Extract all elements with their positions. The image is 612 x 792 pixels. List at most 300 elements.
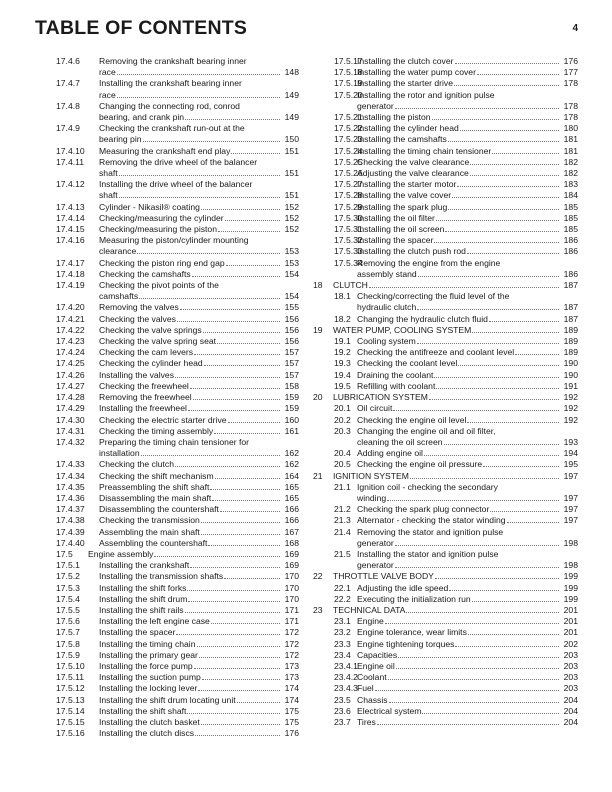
toc-entry-page: 204 <box>563 694 578 705</box>
toc-entry-number: 17.4.9 <box>56 123 80 134</box>
toc-entry[interactable] <box>56 616 299 627</box>
toc-entry-number: 17.4.19 <box>56 280 85 291</box>
toc-entry-title: Removing the freewheel <box>99 392 192 403</box>
toc-entry-title: Installing the cylinder head <box>357 123 459 134</box>
toc-entry-title: Checking the coolant level <box>357 358 458 369</box>
toc-entry[interactable] <box>56 471 299 482</box>
toc-entry-page: 172 <box>284 649 299 660</box>
toc-entry-title: Installing the oil screen <box>357 224 445 235</box>
toc-entry-number: 18.2 <box>334 313 351 324</box>
dot-leader <box>395 545 559 546</box>
dot-leader <box>377 724 559 725</box>
toc-entry[interactable] <box>56 415 299 426</box>
toc-entry-title: Checking the antifreeze and coolant level <box>357 347 515 358</box>
toc-entry-page: 156 <box>284 324 299 335</box>
dot-leader <box>396 668 559 669</box>
toc-entry-number: 23.5 <box>334 694 351 705</box>
toc-entry[interactable] <box>313 123 578 134</box>
toc-entry[interactable] <box>56 482 299 493</box>
dot-leader <box>467 253 559 254</box>
toc-entry[interactable] <box>313 190 578 201</box>
toc-entry-title: Removing the drive wheel of the balancer <box>99 156 258 167</box>
toc-entry-number: 20 <box>313 392 323 403</box>
toc-entry-title: Removing the engine from the engine <box>357 257 501 268</box>
toc-entry-title: Installing the crankshaft bearing inner <box>99 78 242 89</box>
toc-entry[interactable] <box>56 336 299 347</box>
toc-entry[interactable] <box>313 471 578 482</box>
toc-entry-title: Installing the clutch cover <box>357 56 454 66</box>
toc-entry[interactable] <box>56 627 299 638</box>
toc-entry[interactable] <box>313 213 578 224</box>
toc-entry-page: 189 <box>563 336 578 347</box>
toc-entry-page: 170 <box>284 571 299 582</box>
toc-entry[interactable] <box>313 235 578 246</box>
toc-entry-number: 19.5 <box>334 380 351 391</box>
toc-entry[interactable] <box>56 639 299 650</box>
toc-entry[interactable] <box>313 202 578 213</box>
dot-leader <box>119 175 280 176</box>
dot-leader <box>228 422 280 423</box>
toc-entry[interactable] <box>313 605 578 616</box>
toc-entry[interactable] <box>56 358 299 369</box>
toc-entry[interactable] <box>313 717 578 728</box>
toc-entry-page: 186 <box>563 235 578 246</box>
toc-entry-title: Checking the electric starter drive <box>99 414 227 425</box>
dot-leader <box>477 74 559 75</box>
toc-entry[interactable] <box>56 370 299 381</box>
toc-entry-title-continued: assembly stand <box>357 268 417 279</box>
toc-entry[interactable] <box>56 560 299 571</box>
toc-entry-title: LUBRICATION SYSTEM <box>333 392 428 403</box>
toc-entry[interactable] <box>56 695 299 706</box>
toc-entry[interactable] <box>313 616 578 627</box>
toc-entry[interactable] <box>56 437 299 459</box>
toc-entry-title: Installing the shift drum locating unit <box>99 694 236 705</box>
toc-entry-title: Assembling the main shaft <box>99 526 200 537</box>
toc-entry-title: Installing the starter motor <box>357 179 457 190</box>
toc-entry[interactable] <box>313 179 578 190</box>
toc-entry[interactable] <box>56 728 299 739</box>
toc-entry[interactable] <box>313 258 578 280</box>
toc-entry-number: 17.4.32 <box>56 436 85 447</box>
dot-leader <box>119 197 280 198</box>
toc-entry[interactable] <box>313 146 578 157</box>
toc-entry-page: 190 <box>563 358 578 369</box>
toc-entry-page: 192 <box>563 414 578 425</box>
toc-entry[interactable] <box>56 146 299 157</box>
toc-entry-title: Checking/measuring the cylinder <box>99 212 224 223</box>
toc-entry-title: Installing the clutch push rod <box>357 246 466 257</box>
dot-leader <box>231 153 280 154</box>
dot-leader <box>398 657 559 658</box>
toc-entry-title: Checking/correcting the fluid level of the <box>357 291 510 302</box>
dot-leader <box>143 141 280 142</box>
toc-entry[interactable] <box>56 224 299 235</box>
toc-entry[interactable] <box>313 706 578 717</box>
toc-entry-page: 176 <box>563 56 578 66</box>
dot-leader <box>201 534 280 535</box>
toc-entry-page: 181 <box>563 145 578 156</box>
toc-entry-title: Capacities <box>357 649 398 660</box>
toc-entry-title: Checking the shift mechanism <box>99 470 214 481</box>
toc-entry-page: 151 <box>284 190 299 201</box>
toc-entry-number: 17.4.30 <box>56 414 85 425</box>
toc-entry-title: Engine assembly <box>88 548 154 559</box>
toc-entry[interactable] <box>56 571 299 582</box>
toc-entry-page: 162 <box>284 459 299 470</box>
toc-entry-number: 23.4.2 <box>334 672 358 683</box>
dot-leader <box>204 365 280 366</box>
toc-entry-number: 17.5.32 <box>334 235 363 246</box>
toc-entry-title: IGNITION SYSTEM <box>333 470 409 481</box>
toc-entry-number: 17.4.38 <box>56 515 85 526</box>
toc-entry[interactable] <box>56 302 299 313</box>
page-number: 4 <box>572 23 578 34</box>
toc-entry[interactable] <box>313 695 578 706</box>
dot-leader <box>187 590 280 591</box>
toc-entry-title: TECHNICAL DATA <box>333 604 406 615</box>
toc-entry-title-continued: bearing pin <box>99 134 142 145</box>
toc-entry[interactable] <box>56 235 299 257</box>
toc-entry-number: 23 <box>313 604 323 615</box>
toc-entry-page: 204 <box>563 716 578 727</box>
toc-entry[interactable] <box>313 336 578 347</box>
toc-entry[interactable] <box>56 672 299 683</box>
toc-entry[interactable] <box>313 381 578 392</box>
toc-entry[interactable] <box>313 415 578 426</box>
dot-leader <box>117 97 280 98</box>
toc-entry-number: 21 <box>313 470 323 481</box>
toc-entry[interactable] <box>313 246 578 257</box>
toc-entry-number: 17.5.13 <box>56 694 85 705</box>
toc-entry-title: Checking the freewheel <box>99 380 189 391</box>
dot-leader <box>210 489 280 490</box>
toc-entry[interactable] <box>313 370 578 381</box>
toc-entry-number: 19.4 <box>334 369 351 380</box>
toc-entry[interactable] <box>313 314 578 325</box>
toc-entry-number: 19.2 <box>334 347 351 358</box>
toc-entry-number: 17.5.15 <box>56 716 85 727</box>
toc-entry-number: 17.4.39 <box>56 526 85 537</box>
toc-entry-page: 154 <box>284 291 299 302</box>
toc-entry[interactable] <box>56 504 299 515</box>
toc-entry-page: 185 <box>563 212 578 223</box>
toc-entry[interactable] <box>56 269 299 280</box>
toc-entry-page: 185 <box>563 224 578 235</box>
toc-entry-number: 23.4.1 <box>334 660 358 671</box>
toc-entry-page: 149 <box>284 89 299 100</box>
toc-entry-title: Engine tolerance, wear limits <box>357 627 467 638</box>
toc-entry-number: 17.5.9 <box>56 649 80 660</box>
toc-entry-title: Installing the starter drive <box>357 78 454 89</box>
toc-entry-page: 203 <box>563 672 578 683</box>
toc-entry-title: Installing the force pump <box>99 660 193 671</box>
toc-entry-title: Checking the timing assembly <box>99 425 214 436</box>
toc-entry[interactable] <box>56 56 299 78</box>
toc-entry[interactable] <box>313 392 578 403</box>
toc-entry-number: 22.2 <box>334 593 351 604</box>
toc-entry[interactable] <box>56 78 299 100</box>
toc-entry-number: 17.4.37 <box>56 504 85 515</box>
toc-entry[interactable] <box>56 650 299 661</box>
toc-entry-number: 17.5.6 <box>56 616 80 627</box>
toc-entry[interactable] <box>313 224 578 235</box>
dot-leader <box>395 567 559 568</box>
toc-entry-number: 17.4.40 <box>56 537 85 548</box>
toc-entry-number: 20.1 <box>334 403 351 414</box>
toc-entry-page: 169 <box>284 548 299 559</box>
toc-left-column <box>56 56 299 739</box>
toc-entry-number: 22 <box>313 571 323 582</box>
toc-entry[interactable] <box>313 426 578 448</box>
toc-entry[interactable] <box>56 661 299 672</box>
toc-entry-title: Installing the spark plug <box>357 201 448 212</box>
toc-entry[interactable] <box>56 258 299 269</box>
toc-entry-number: 18.1 <box>334 291 351 302</box>
toc-entry[interactable] <box>313 134 578 145</box>
toc-entry[interactable] <box>313 594 578 605</box>
dot-leader <box>448 209 559 210</box>
dot-leader <box>194 354 280 355</box>
dot-leader <box>185 612 280 613</box>
toc-entry[interactable] <box>56 683 299 694</box>
toc-entry-title: Installing the shift forks <box>99 582 187 593</box>
dot-leader <box>429 399 559 400</box>
toc-entry-number: 17.4.14 <box>56 212 85 223</box>
toc-entry-title: Installing the oil filter <box>357 212 435 223</box>
toc-entry-page: 157 <box>284 347 299 358</box>
dot-leader <box>202 679 280 680</box>
toc-entry[interactable] <box>313 78 578 89</box>
toc-entry[interactable] <box>313 504 578 515</box>
toc-entry[interactable] <box>313 325 578 336</box>
toc-entry-title: Checking the pivot points of the <box>99 280 219 291</box>
dot-leader <box>212 500 280 501</box>
toc-entry-number: 23.1 <box>334 616 351 627</box>
toc-entry[interactable] <box>313 56 578 67</box>
dot-leader <box>389 702 559 703</box>
toc-entry[interactable] <box>313 358 578 369</box>
toc-entry[interactable] <box>56 706 299 717</box>
toc-entry[interactable] <box>313 157 578 168</box>
toc-entry[interactable] <box>56 717 299 728</box>
toc-entry[interactable] <box>56 403 299 414</box>
toc-entry[interactable] <box>56 426 299 437</box>
toc-entry-page: 178 <box>563 100 578 111</box>
toc-entry-number: 17.5.19 <box>334 78 363 89</box>
toc-entry-number: 17.4.17 <box>56 257 85 268</box>
toc-entry-title-continued: clearance <box>99 246 137 257</box>
toc-entry[interactable] <box>313 403 578 414</box>
toc-entry[interactable] <box>313 661 578 672</box>
toc-entry-page: 153 <box>284 246 299 257</box>
toc-entry-page: 148 <box>284 67 299 78</box>
toc-entry[interactable] <box>56 280 299 302</box>
toc-entry[interactable] <box>56 515 299 526</box>
toc-entry-number: 17.4.33 <box>56 459 85 470</box>
toc-entry-page: 157 <box>284 358 299 369</box>
toc-entry[interactable] <box>313 280 578 291</box>
toc-entry[interactable] <box>313 515 578 526</box>
toc-entry-number: 17.5.5 <box>56 604 80 615</box>
toc-entry-title-continued: shaft <box>99 190 118 201</box>
toc-entry[interactable] <box>313 527 578 549</box>
toc-entry[interactable] <box>56 493 299 504</box>
dot-leader <box>388 679 559 680</box>
dot-leader <box>455 63 560 64</box>
dot-leader <box>214 433 280 434</box>
toc-entry-number: 20.2 <box>334 414 351 425</box>
toc-entry[interactable] <box>313 549 578 571</box>
toc-entry-number: 17.4.21 <box>56 313 85 324</box>
dot-leader <box>424 455 559 456</box>
dot-leader <box>201 209 280 210</box>
toc-entry[interactable] <box>313 347 578 358</box>
toc-entry-number: 17.5.3 <box>56 582 80 593</box>
toc-entry-title: Checking the valve clearance <box>357 156 470 167</box>
toc-entry[interactable] <box>313 627 578 638</box>
dot-leader <box>490 511 559 512</box>
toc-entry[interactable] <box>56 583 299 594</box>
toc-entry[interactable] <box>56 594 299 605</box>
toc-entry[interactable] <box>56 538 299 549</box>
toc-entry-number: 17.5.21 <box>334 112 363 123</box>
toc-entry-page: 151 <box>284 145 299 156</box>
toc-entry-title: Installing the rotor and ignition pulse <box>357 89 495 100</box>
toc-entry-page: 198 <box>563 560 578 571</box>
toc-entry-title-continued: generator <box>357 537 394 548</box>
toc-entry[interactable] <box>56 347 299 358</box>
toc-entry-page: 159 <box>284 392 299 403</box>
toc-entry-number: 21.4 <box>334 526 351 537</box>
dot-leader <box>515 354 559 355</box>
toc-entry-page: 203 <box>563 660 578 671</box>
dot-leader <box>422 713 559 714</box>
dot-leader <box>226 265 280 266</box>
toc-entry-page: 171 <box>284 604 299 615</box>
toc-entry-title: Installing the crankshaft <box>99 560 190 571</box>
toc-entry-title: Adjusting the valve clearance <box>357 168 469 179</box>
toc-entry[interactable] <box>56 179 299 201</box>
toc-entry-page: 202 <box>563 638 578 649</box>
toc-entry-page: 195 <box>563 459 578 470</box>
toc-entry[interactable] <box>56 325 299 336</box>
toc-entry-page: 183 <box>563 179 578 190</box>
toc-entry-page: 203 <box>563 683 578 694</box>
toc-entry-title: THROTTLE VALVE BODY <box>333 571 434 582</box>
toc-entry-number: 17.4.36 <box>56 492 85 503</box>
toc-entry-title: Preparing the timing chain tensioner for <box>99 436 249 447</box>
toc-entry[interactable] <box>56 101 299 123</box>
toc-entry-page: 197 <box>563 470 578 481</box>
toc-entry[interactable] <box>56 605 299 616</box>
dot-leader <box>201 522 280 523</box>
toc-entry-number: 17.5.26 <box>334 168 363 179</box>
toc-entry-title-continued: winding <box>357 492 387 503</box>
toc-entry-page: 203 <box>563 649 578 660</box>
toc-entry[interactable] <box>313 583 578 594</box>
toc-entry[interactable] <box>56 202 299 213</box>
toc-entry[interactable] <box>313 67 578 78</box>
toc-entry[interactable] <box>313 482 578 504</box>
toc-entry-title: Checking the engine oil level <box>357 414 467 425</box>
dot-leader <box>199 657 280 658</box>
toc-entry-page: 170 <box>284 582 299 593</box>
toc-entry-page: 204 <box>563 705 578 716</box>
toc-entry-page: 199 <box>563 582 578 593</box>
toc-entry-page: 187 <box>563 302 578 313</box>
toc-entry[interactable] <box>56 213 299 224</box>
toc-entry-number: 17.5.30 <box>334 212 363 223</box>
toc-entry-title: Engine tightening torques <box>357 638 455 649</box>
toc-entry-number: 17.5.27 <box>334 179 363 190</box>
toc-entry[interactable] <box>56 314 299 325</box>
toc-entry-number: 17.4.29 <box>56 403 85 414</box>
toc-entry[interactable] <box>56 527 299 538</box>
toc-entry-title: Installing the stator and ignition pulse <box>357 548 499 559</box>
toc-entry-page: 178 <box>563 78 578 89</box>
toc-entry-page: 186 <box>563 246 578 257</box>
toc-entry-title: Chassis <box>357 694 388 705</box>
toc-entry[interactable] <box>56 459 299 470</box>
toc-entry-number: 19.3 <box>334 358 351 369</box>
toc-entry-title: Draining the coolant <box>357 369 434 380</box>
toc-entry[interactable] <box>56 392 299 403</box>
toc-entry[interactable] <box>56 549 299 560</box>
toc-entry-page: 166 <box>284 504 299 515</box>
dot-leader <box>369 287 559 288</box>
toc-entry-title: Removing the stator and ignition pulse <box>357 526 504 537</box>
toc-entry-number: 17.5.14 <box>56 705 85 716</box>
toc-entry-page: 174 <box>284 694 299 705</box>
toc-entry[interactable] <box>56 381 299 392</box>
toc-entry[interactable] <box>313 90 578 112</box>
toc-entry-page: 201 <box>563 604 578 615</box>
toc-entry-page: 187 <box>563 313 578 324</box>
dot-leader <box>180 309 280 310</box>
toc-entry-number: 23.4.3 <box>334 683 358 694</box>
dot-leader <box>455 646 559 647</box>
toc-entry-title: Engine oil <box>357 660 395 671</box>
toc-entry-page: 152 <box>284 201 299 212</box>
toc-entry-number: 17.5.33 <box>334 246 363 257</box>
toc-entry[interactable] <box>313 112 578 123</box>
toc-entry-number: 17.5.10 <box>56 660 85 671</box>
toc-entry-page: 201 <box>563 627 578 638</box>
toc-entry[interactable] <box>313 571 578 582</box>
toc-entry-number: 17.5.29 <box>334 201 363 212</box>
toc-entry[interactable] <box>56 157 299 179</box>
toc-entry[interactable] <box>313 291 578 313</box>
toc-entry[interactable] <box>313 672 578 683</box>
toc-entry[interactable] <box>313 168 578 179</box>
toc-entry-number: 17.5.4 <box>56 593 80 604</box>
toc-entry-title: Disassembling the main shaft <box>99 492 212 503</box>
toc-entry[interactable] <box>313 459 578 470</box>
toc-entry[interactable] <box>313 448 578 459</box>
toc-entry-number: 17.4.6 <box>56 56 80 66</box>
toc-entry-page: 182 <box>563 168 578 179</box>
toc-entry-page: 173 <box>284 672 299 683</box>
toc-entry-title: Adding engine oil <box>357 448 423 459</box>
toc-entry-title: Removing the crankshaft bearing inner <box>99 56 247 66</box>
toc-entry[interactable] <box>313 650 578 661</box>
toc-entry-title: Removing the valves <box>99 302 179 313</box>
toc-entry[interactable] <box>313 683 578 694</box>
dot-leader <box>192 276 280 277</box>
toc-entry[interactable] <box>56 123 299 145</box>
toc-entry[interactable] <box>313 639 578 650</box>
